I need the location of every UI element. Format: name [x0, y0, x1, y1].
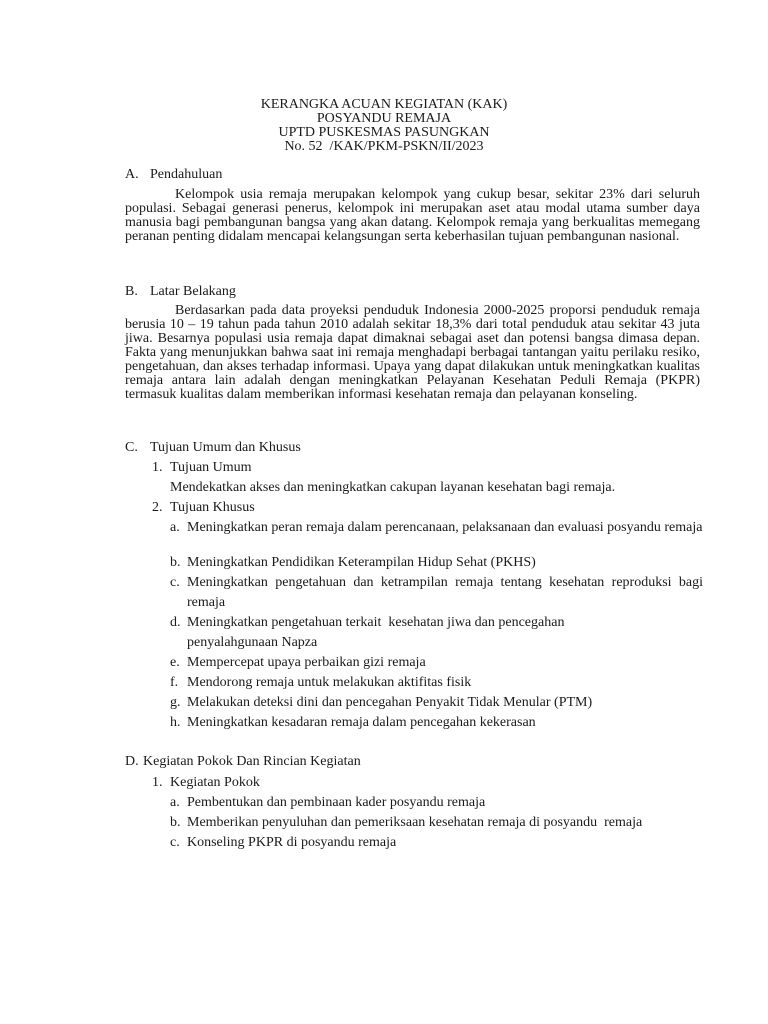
section-b-paragraph: Berdasarkan pada data proyeksi penduduk Indonesia 2000-2025 proporsi penduduk remaja berusia 10 – 19 tahun pada tahun 2010 adalah sekitar 18,3% dari total penduduk atau sekitar 43 juta jiwa. Besarnya populasi usia remaja dapat dimaknai sebagai aset dan potensi bangsa dimasa depan. Fakta yang menunjukkan bahwa saat ini remaja menghadapi berbagai tantangan yaitu perilaku resiko, pengetahuan, dan akses terhadap informasi. Upaya yang dapat dilakukan untuk meningkatkan kualitas remaja antara lain adalah dengan meningkatkan Pelayanan Kesehatan Peduli Remaja (PKPR) termasuk kualitas dalam memberikan informasi kesehatan remaja dan pelayanan konseling.	[125, 303, 700, 402]
section-a-paragraph: Kelompok usia remaja merupakan kelompok yang cukup besar, sekitar 23% dari seluruh populasi. Sebagai generasi penerus, kelompok ini merupakan aset atau modal utama sumber daya manusia bagi pembangunan bangsa yang akan datang. Kelompok remaja yang berkualitas memegang peranan penting didalam mencapai kelangsungan serta keberhasilan tujuan pembangunan nasional.	[125, 187, 700, 244]
list-item-text: Konseling PKPR di posyandu remaja	[187, 835, 397, 850]
list-item-letter: a.	[170, 795, 180, 810]
list-item-letter: e.	[170, 655, 180, 670]
list-item-text: Meningkatkan peran remaja dalam perencanaan, pelaksanaan dan evaluasi posyandu remaja	[187, 520, 703, 535]
list-item-letter: h.	[170, 715, 181, 730]
list-item-text: Melakukan deteksi dini dan pencegahan Penyakit Tidak Menular (PTM)	[187, 695, 593, 710]
list-item-text: Mendorong remaja untuk melakukan aktifitas fisik	[187, 675, 472, 690]
section-c-sub1-number: 1.	[152, 460, 163, 475]
section-b-marker: B.	[125, 284, 138, 299]
list-item-text	[187, 613, 703, 653]
list-item-letter: c.	[170, 575, 180, 590]
list-item-text: Pembentukan dan pembinaan kader posyandu remaja	[187, 795, 486, 810]
list-item-text: Meningkatkan pengetahuan dan ketrampilan remaja tentang kesehatan reproduksi bagi remaja	[187, 575, 703, 610]
section-a-title: Pendahuluan	[150, 167, 223, 182]
list-item-text: Mempercepat upaya perbaikan gizi remaja	[187, 655, 426, 670]
list-item-letter: b.	[170, 815, 181, 830]
list-item-text-line: penyalahgunaan Napza	[187, 635, 318, 650]
section-c-sub1-title: Tujuan Umum	[170, 460, 252, 475]
section-c-marker: C.	[125, 440, 138, 455]
list-item-text-line: Meningkatkan pengetahuan terkait kesehatan jiwa dan pencegahan	[187, 615, 565, 630]
section-d-marker: D.	[125, 754, 139, 769]
institution-name: UPTD PUSKESMAS PASUNGKAN	[278, 125, 490, 140]
list-item-letter: a.	[170, 520, 180, 535]
section-c-title: Tujuan Umum dan Khusus	[150, 440, 301, 455]
list-item-text: Meningkatkan kesadaran remaja dalam pencegahan kekerasan	[187, 715, 536, 730]
list-item-letter: c.	[170, 835, 180, 850]
section-d-sub1-title: Kegiatan Pokok	[170, 775, 260, 790]
section-c-sub2-title: Tujuan Khusus	[170, 500, 255, 515]
list-item-letter: d.	[170, 615, 181, 630]
document-number: No. 52 /KAK/PKM-PSKN/II/2023	[284, 139, 484, 154]
list-item-letter: f.	[170, 675, 179, 690]
document-title: KERANGKA ACUAN KEGIATAN (KAK)	[260, 97, 508, 112]
section-c-sub1-text: Mendekatkan akses dan meningkatkan cakupan layanan kesehatan bagi remaja.	[170, 480, 616, 495]
list-item-letter: g.	[170, 695, 181, 710]
list-item-text: Memberikan penyuluhan dan pemeriksaan kesehatan remaja di posyandu remaja	[187, 815, 643, 830]
list-item-letter: b.	[170, 555, 181, 570]
list-item-text: Meningkatkan Pendidikan Keterampilan Hidup Sehat (PKHS)	[187, 555, 536, 570]
section-d-title: Kegiatan Pokok Dan Rincian Kegiatan	[143, 754, 361, 769]
section-c-sub2-number: 2.	[152, 500, 163, 515]
section-b-title: Latar Belakang	[150, 284, 236, 299]
section-a-marker: A.	[125, 167, 139, 182]
program-name: POSYANDU REMAJA	[316, 111, 452, 126]
section-d-sub1-number: 1.	[152, 775, 163, 790]
